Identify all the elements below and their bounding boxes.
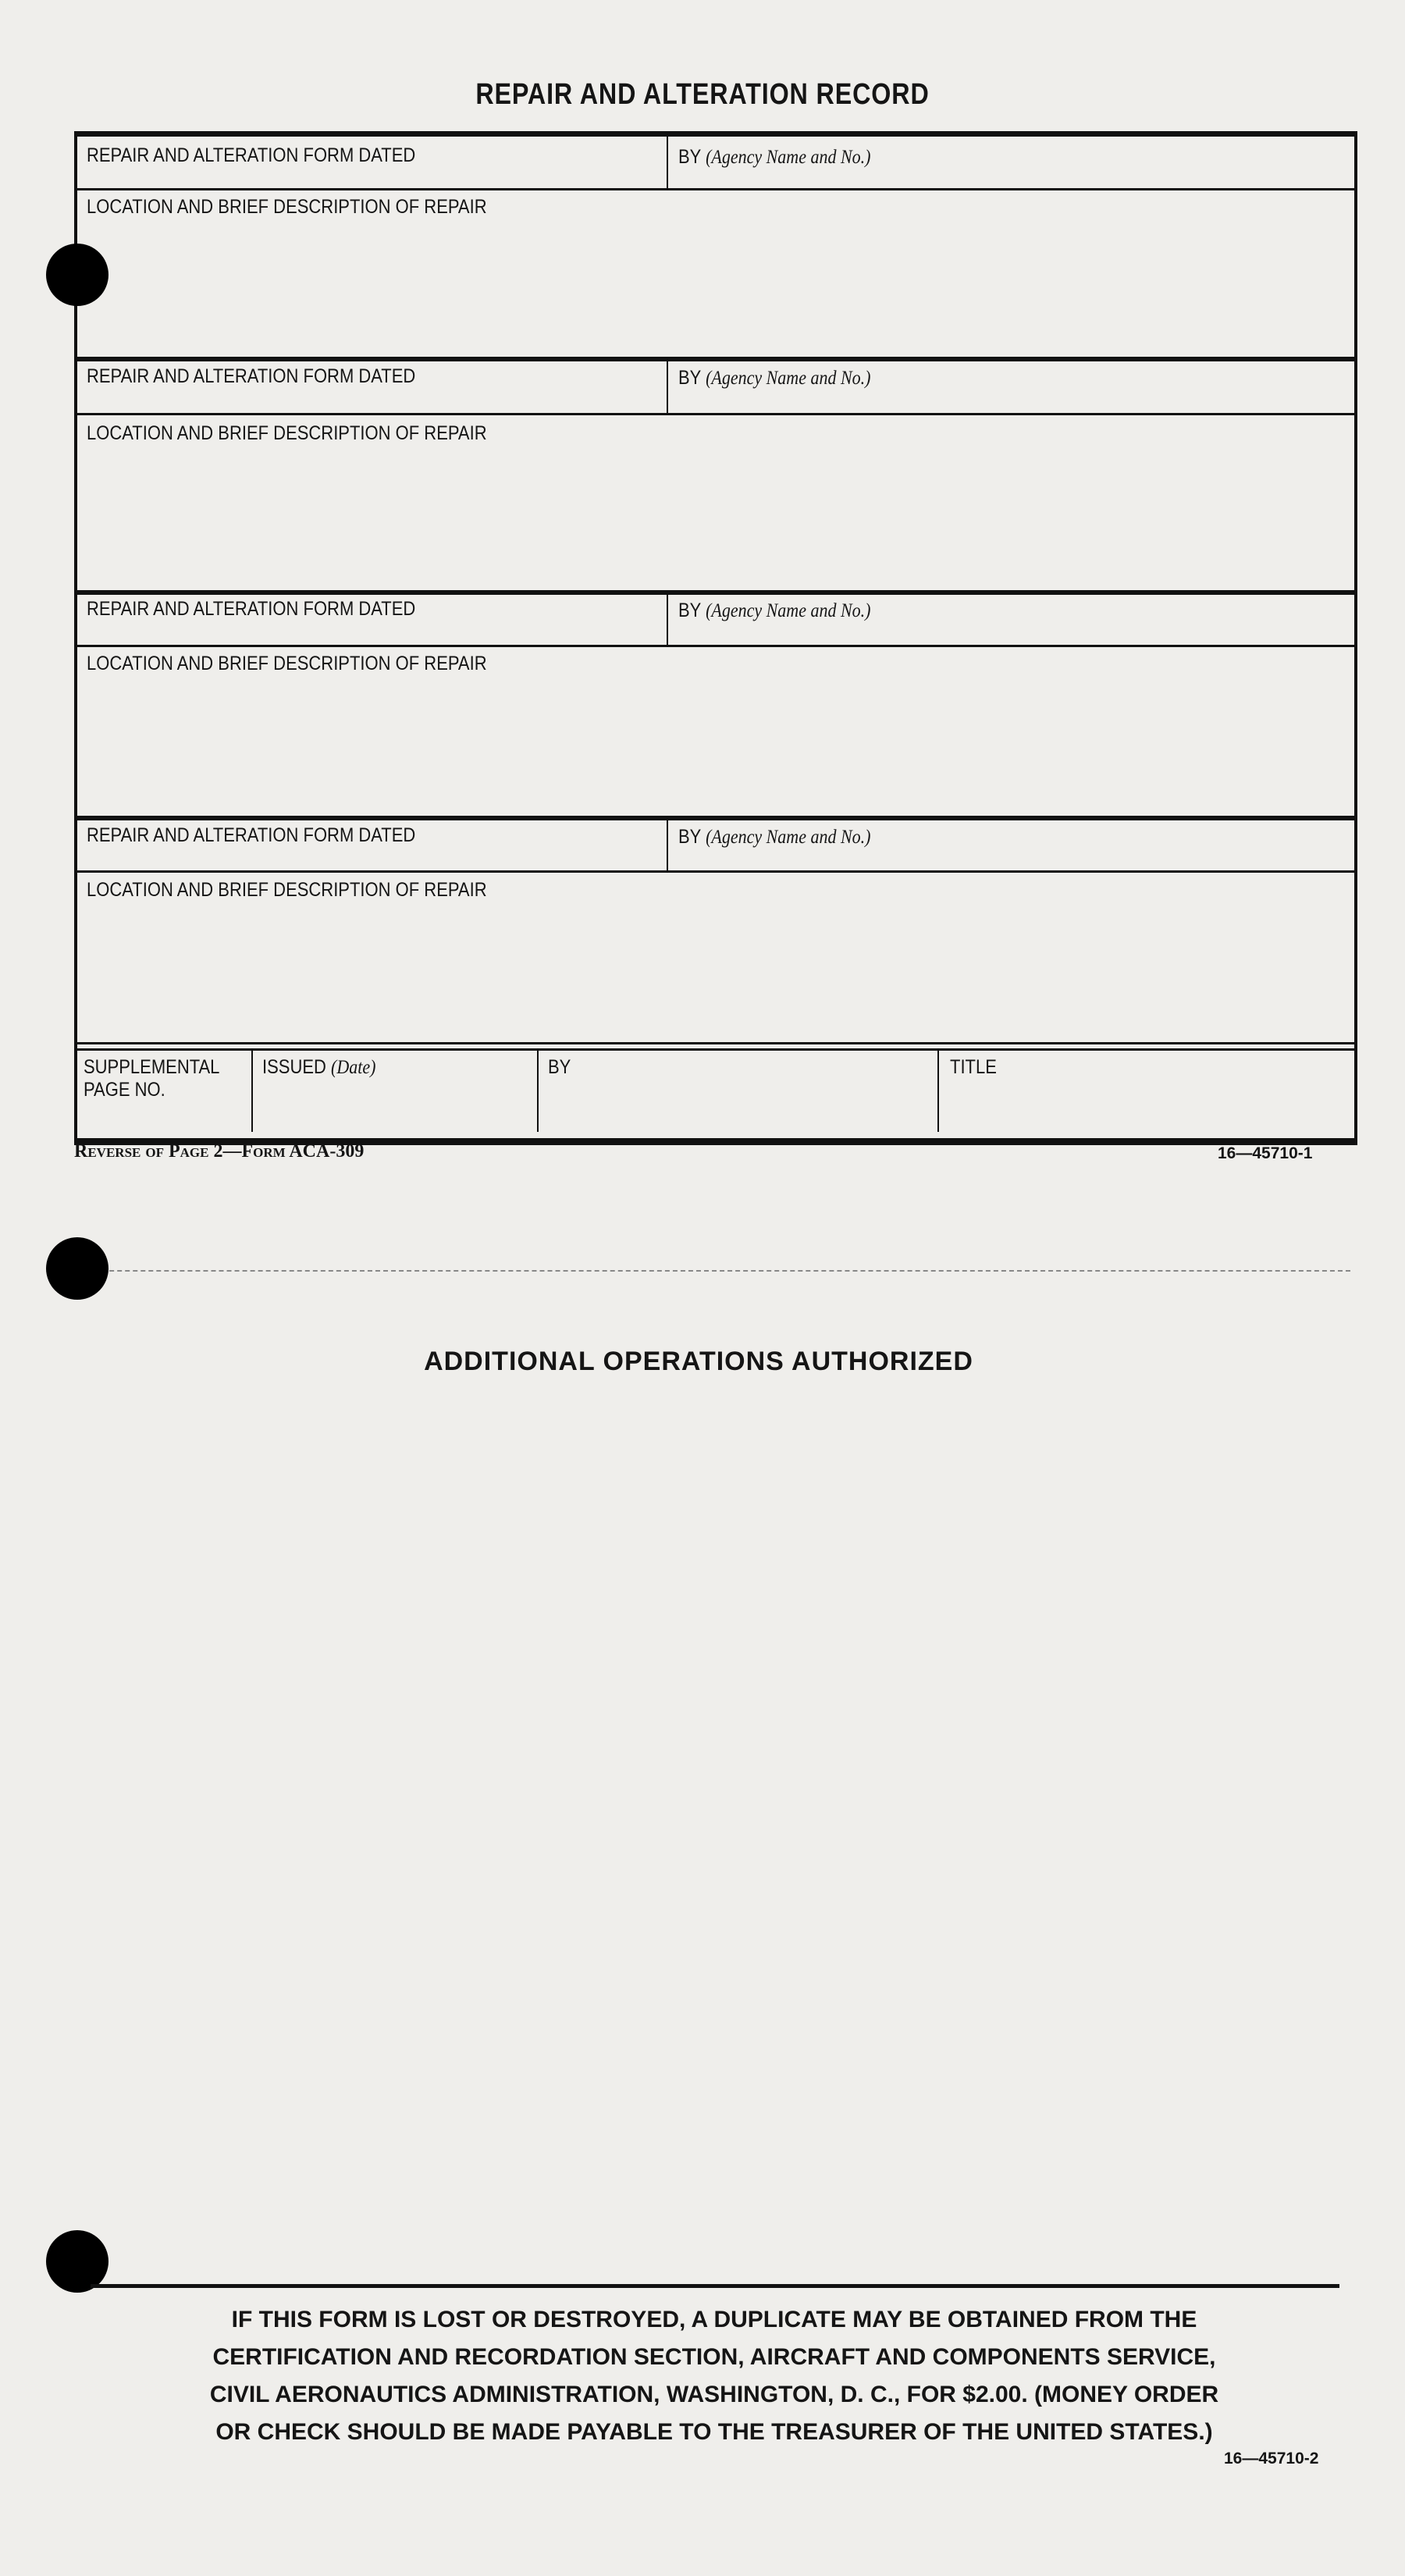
divider [667, 137, 668, 188]
punch-hole [46, 244, 108, 306]
perforation-line [55, 1270, 1350, 1272]
divider [667, 595, 668, 646]
supplemental-page-label: SUPPLEMENTAL PAGE NO. [84, 1056, 220, 1101]
by-label: BY [548, 1056, 571, 1078]
duplicate-notice [74, 2301, 1354, 2451]
divider [77, 1042, 1354, 1044]
page-title: REPAIR AND ALTERATION RECORD [475, 78, 930, 111]
notice-line: CIVIL AERONAUTICS ADMINISTRATION, WASHINGTON, D. C., FOR $2.00. (MONEY ORDER [209, 2382, 1219, 2407]
form-dated-label: REPAIR AND ALTERATION FORM DATED [87, 144, 416, 166]
by-label: BY (Agency Name and No.) [678, 600, 871, 621]
divider [77, 1048, 1354, 1051]
divider [77, 870, 1354, 873]
form-reference: Reverse of Page 2—Form ACA-309 [74, 1141, 365, 1162]
divider [77, 590, 1354, 595]
divider [77, 413, 1354, 415]
by-label: BY (Agency Name and No.) [678, 826, 871, 848]
divider [77, 816, 1354, 820]
divider [251, 1051, 253, 1132]
punch-hole [46, 1237, 108, 1300]
form-number: 16—45710-2 [1224, 2450, 1319, 2467]
divider [77, 357, 1354, 361]
by-label: BY (Agency Name and No.) [678, 146, 871, 168]
location-label: LOCATION AND BRIEF DESCRIPTION OF REPAIR [87, 879, 487, 901]
divider [667, 361, 668, 413]
form-number: 16—45710-1 [1218, 1144, 1313, 1162]
repair-record-form [74, 131, 1357, 1145]
divider [937, 1051, 939, 1132]
additional-operations-heading: ADDITIONAL OPERATIONS AUTHORIZED [424, 1347, 973, 1376]
title-label: TITLE [950, 1056, 997, 1078]
divider [91, 2284, 1339, 2288]
notice-line: CERTIFICATION AND RECORDATION SECTION, AIRCRAFT AND COMPONENTS SERVICE, [212, 2344, 1216, 2370]
location-label: LOCATION AND BRIEF DESCRIPTION OF REPAIR [87, 422, 487, 444]
form-dated-label: REPAIR AND ALTERATION FORM DATED [87, 365, 416, 387]
location-label: LOCATION AND BRIEF DESCRIPTION OF REPAIR [87, 653, 487, 674]
location-label: LOCATION AND BRIEF DESCRIPTION OF REPAIR [87, 196, 487, 218]
issued-label: ISSUED (Date) [262, 1056, 376, 1078]
notice-line: IF THIS FORM IS LOST OR DESTROYED, A DUPLICATE MAY BE OBTAINED FROM THE [231, 2307, 1197, 2332]
form-dated-label: REPAIR AND ALTERATION FORM DATED [87, 598, 416, 620]
divider [77, 188, 1354, 190]
form-dated-label: REPAIR AND ALTERATION FORM DATED [87, 824, 416, 846]
punch-hole [46, 2230, 108, 2293]
notice-line: OR CHECK SHOULD BE MADE PAYABLE TO THE TREASURER OF THE UNITED STATES.) [215, 2419, 1213, 2445]
divider [537, 1051, 539, 1132]
divider [77, 645, 1354, 647]
by-label: BY (Agency Name and No.) [678, 367, 871, 389]
divider [667, 820, 668, 871]
